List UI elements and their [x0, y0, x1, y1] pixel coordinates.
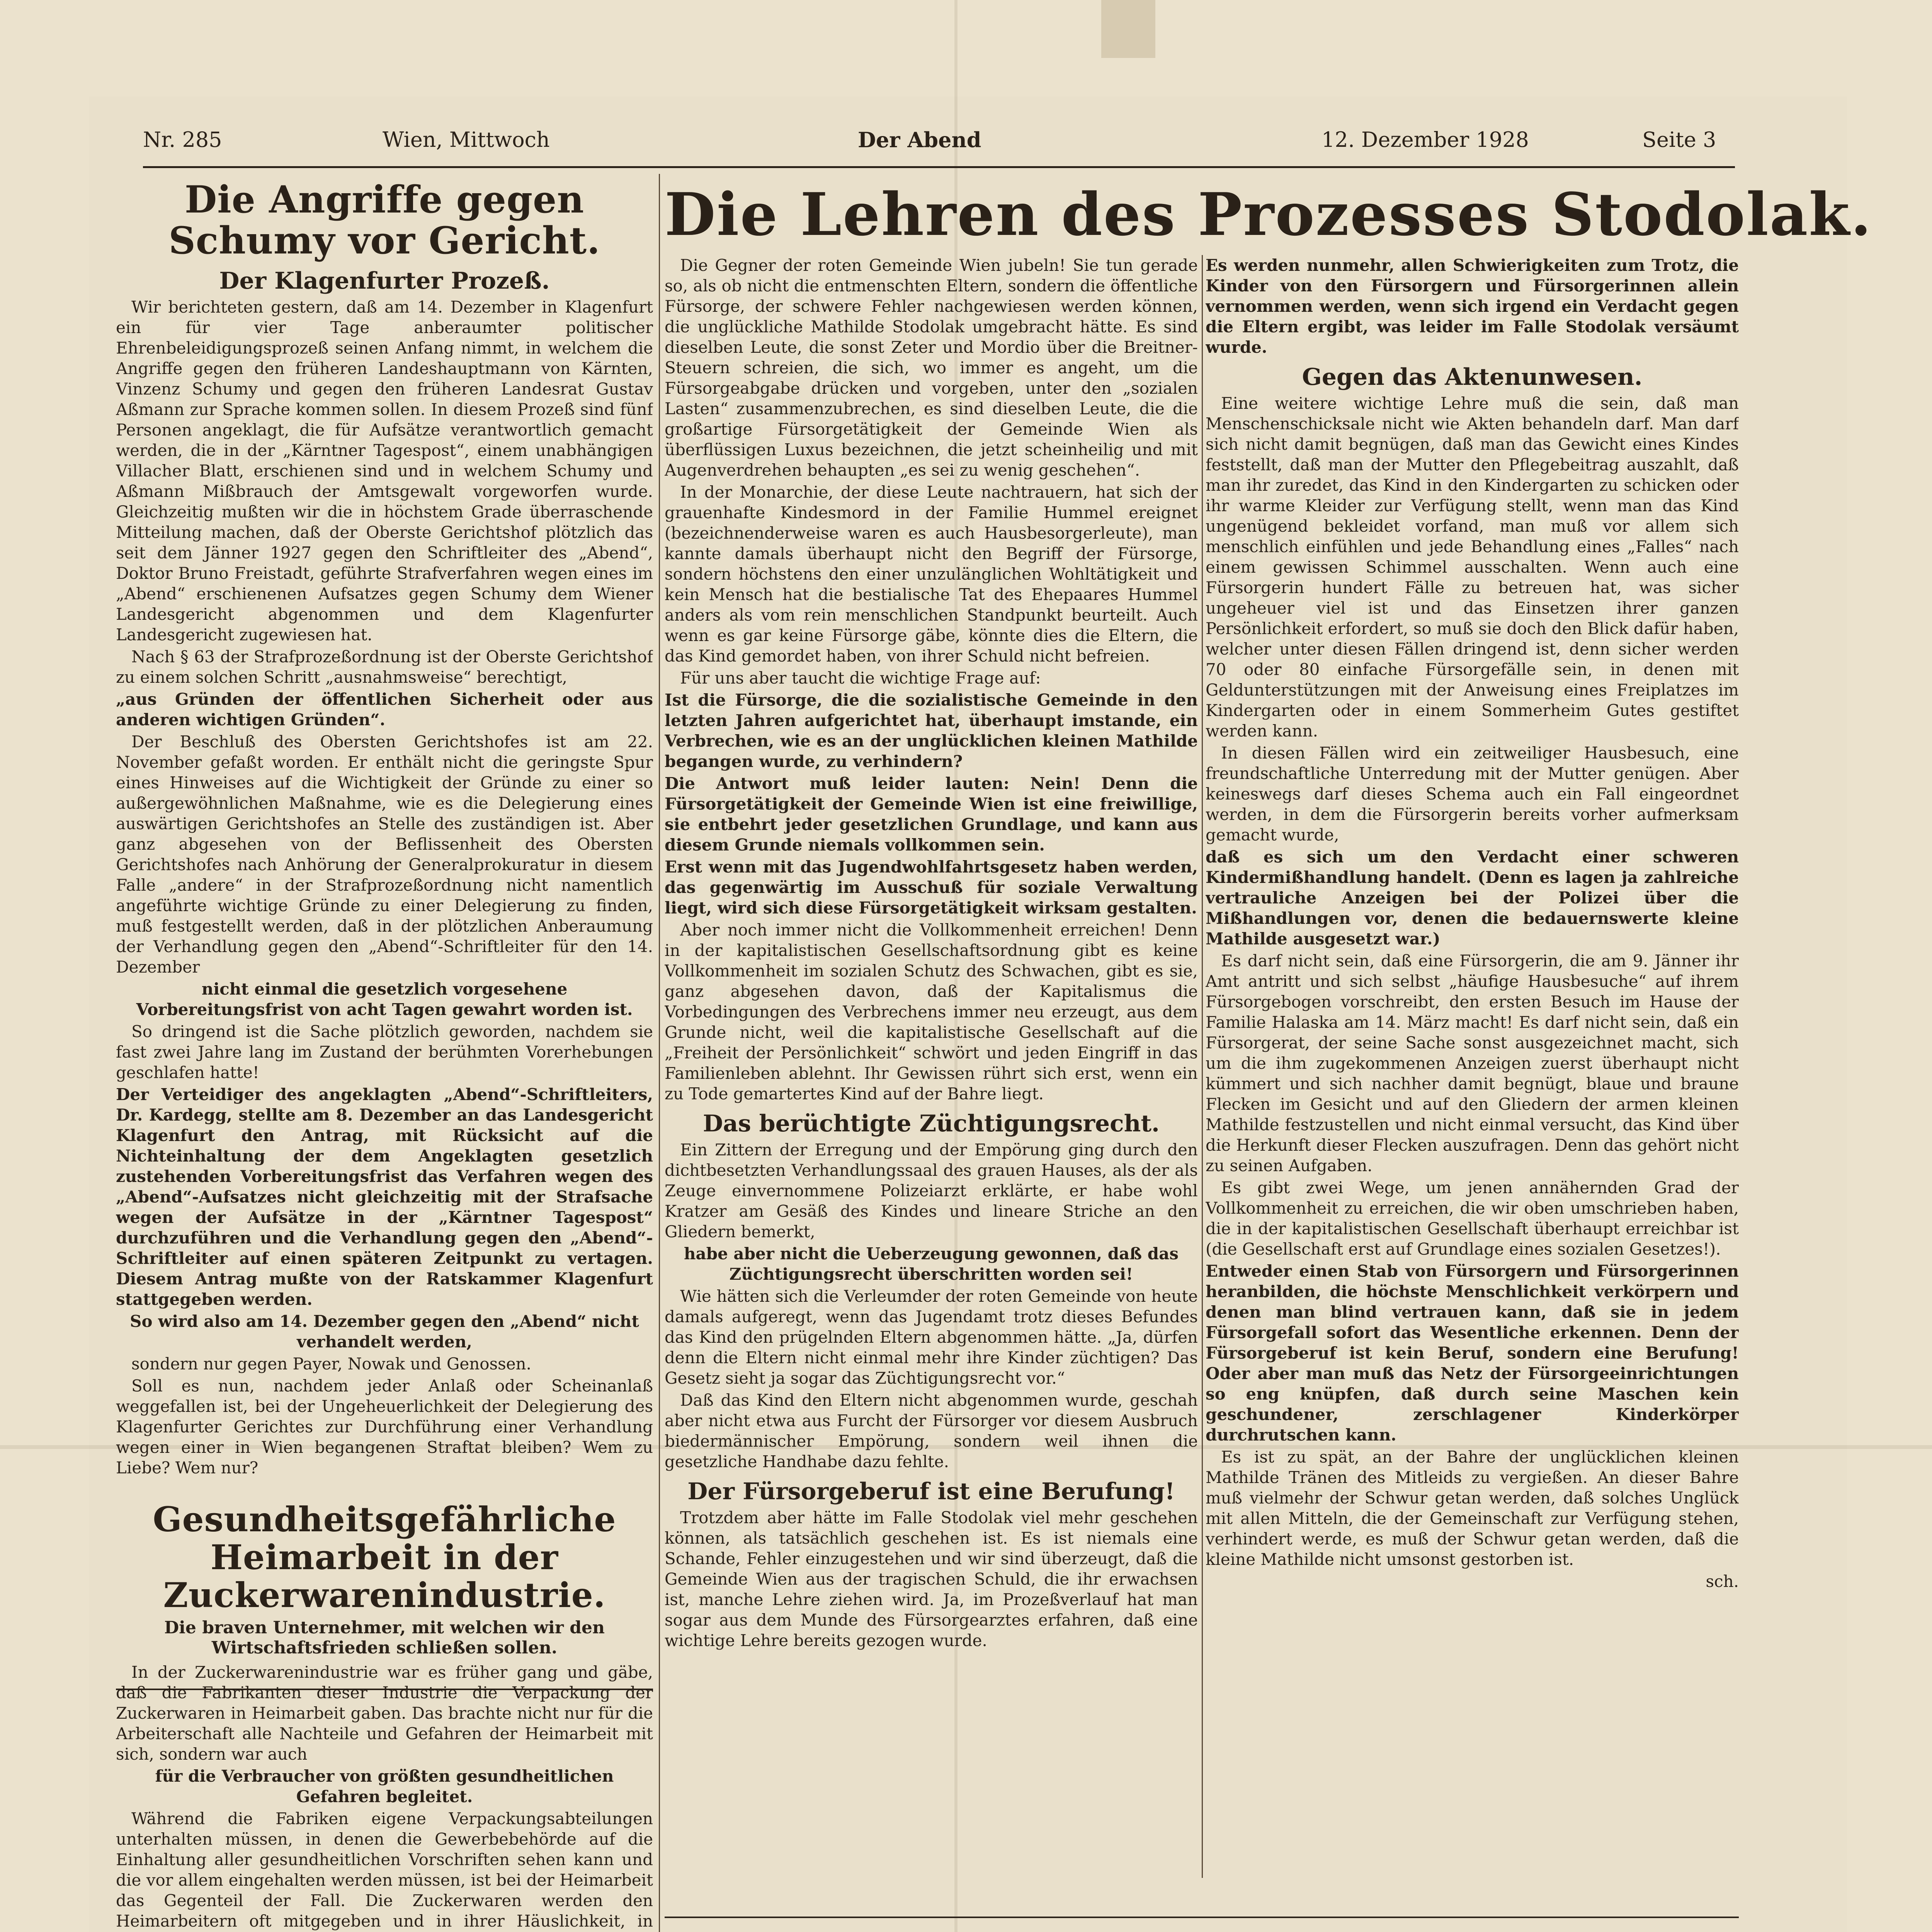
paragraph: Nach § 63 der Strafprozeßordnung ist der Oberste Gerichtshof zu einem solchen Schritt „ausnahmsweise“ berechtigt, [116, 647, 653, 687]
article-headline: Die Angriffe gegen Schumy vor Gericht. [168, 178, 600, 262]
paragraph: Trotzdem aber hätte im Falle Stodolak viel mehr geschehen können, als tatsächlich geschehen ist. Es ist niemals eine Schande, Fehler einzugestehen und wir sind überzeugt, daß die Gemeinde Wien aus der tragischen Schuld, die ihr erwachsen ist, manche Lehre ziehen wird. Ja, im Prozeßverlauf hat man sogar aus dem Munde des Fürsorgearztes erfahren, daß eine wichtige Lehre bereits gezogen wurde. [665, 1508, 1198, 1650]
issue-date: 12. Dezember 1928 [1321, 128, 1529, 152]
paragraph-emphasis: Erst wenn mit das Jugendwohlfahrtsgesetz haben werden, das gegenwärtig im Ausschuß für soziale Verwaltung liegt, wird sich diese Fürsorgetätigkeit wirksam gestalten. [665, 857, 1198, 917]
paragraph: sondern nur gegen Payer, Nowak und Genossen. [131, 1354, 531, 1373]
paragraph: In der Zuckerwarenindustrie war es früher gang und gäbe, daß die Fabrikanten dieser Industrie die Verpackung der Zuckerwaren in Heimarbeit gaben. Das brachte nicht nur für die Arbeiterschaft alle Nachteile und Gefahren der Heimarbeit mit sich, sondern war auch [116, 1663, 653, 1764]
article-heimarbeit [116, 1500, 653, 1932]
issue-number: Nr. 285 [143, 128, 222, 152]
paragraph: Wie hätten sich die Verleumder der roten Gemeinde von heute damals aufgeregt, wenn das Jugendamt trotz dieses Befundes das Kind den prügelnden Eltern abgenommen hätte. „Ja, dürfen denn die Eltern nicht einmal mehr ihre Kinder züchtigen? Das Gesetz sieht ja sogar das Züchtigungsrecht vor.“ [665, 1287, 1198, 1388]
paragraph: In der Monarchie, der diese Leute nachtrauern, hat sich der grauenhafte Kindesmord in der Familie Hummel ereignet (bezeichnenderweise waren es auch Hausbesorgerleute), man kannte damals überhaupt nicht den Begriff der Fürsorge, sondern höchstens den einer unzulänglichen Wohltätigkeit und kein Mensch hat die bestialische Tat des Ehepaares Hummel anders als vom rein menschlichen Standpunkt beurteilt. Auch wenn es gar keine Fürsorge gäbe, könnte dies die Eltern, die das Kind gemordet haben, von ihrer Schuld nicht befreien. [665, 483, 1198, 665]
paragraph: Es darf nicht sein, daß eine Fürsorgerin, die am 9. Jänner ihr Amt antritt und sich selbst „häufige Hausbesuche“ auf ihrem Fürsorgebogen vorschreibt, den ersten Besuch im Hause der Familie Halaska am 14. März macht! Es darf nicht sein, daß ein Fürsorgerat, der seine Sache sonst ausgezeichnet macht, sich um die ihm zugekommenen Anzeigen zuerst überhaupt nicht kümmert und sich nachher damit begnügt, blaue und braune Flecken im Gesicht und auf den Gliedern der armen kleinen Mathilde festzustellen und nicht einmal versucht, das Kind über die Herkunft dieser Flecken auszufragen. Denn das gehört nicht zu seinen Aufgaben. [1206, 951, 1739, 1175]
column-3 [1206, 255, 1739, 1909]
paragraph: Während die Fabriken eigene Verpackungsabteilungen unterhalten müssen, in denen die Gewerbebehörde auf die Einhaltung aller gesundheitlichen Vorschriften sehen kann und die vor allem eingehalten werden müssen, ist bei der Heimarbeit das Gegenteil der Fall. Die Zuckerwaren werden den Heimarbeitern oft mitgegeben und in ihrer Häuslichkeit, in [116, 1809, 653, 1930]
column-divider [659, 174, 660, 1932]
column-1 [116, 174, 653, 1932]
paragraph: Daß das Kind den Eltern nicht abgenommen wurde, geschah aber nicht etwa aus Furcht der Fürsorger vor diesem Ausbruch biedermännischer Empörung, sondern weil ihnen die gesetzliche Handhabe dazu fehlte. [665, 1391, 1198, 1471]
paragraph: Ein Zittern der Erregung und der Empörung ging durch den dichtbesetzten Verhandlungssaal des grauen Hauses, als der als Zeuge einvernommene Polizeiarzt erklärte, er habe wohl Kratzer am Gesäß des Kindes und lineare Striche an den Gliedern bemerkt, [665, 1140, 1198, 1241]
paragraph-emphasis: nicht einmal die gesetzlich vorgesehene Vorbereitungsfrist von acht Tagen gewahrt worden ist. [136, 980, 633, 1019]
page-number: Seite 3 [1642, 128, 1716, 152]
place-and-day: Wien, Mittwoch [383, 128, 550, 152]
paragraph-emphasis: So wird also am 14. Dezember gegen den „Abend“ nicht verhandelt werden, [130, 1312, 639, 1351]
paragraph-emphasis: habe aber nicht die Ueberzeugung gewonnen, daß das Züchtigungsrecht überschritten worden sei! [684, 1244, 1179, 1284]
paragraph: Aber noch immer nicht die Vollkommenheit erreichen! Denn in der kapitalistischen Gesellschaftsordnung gibt es keine Vollkommenheit im sozialen Schutz des Schwachen, gibt es sie, ganz abgesehen davon, daß der Kapitalismus die Vorbedingungen des Verbrechens immer neu erzeugt, aus dem Grunde nicht, weil die kapitalistische Gesellschaft auf die „Freiheit der Persönlichkeit“ schwört und jeden Eingriff in das Familienleben ablehnt. Ihr Gewissen rührt sich erst, wenn ein zu Tode gemartertes Kind auf der Bahre liegt. [665, 920, 1198, 1103]
paragraph-emphasis: für die Verbraucher von größten gesundheitlichen Gefahren begleitet. [155, 1767, 614, 1806]
torn-paper-edge [1101, 0, 1155, 58]
section-divider [665, 1917, 1739, 1918]
paragraph: In diesen Fällen wird ein zeitweiliger Hausbesuch, eine freundschaftliche Unterredung mit der Mutter genügen. Aber keineswegs darf dieses Schema auch ein Fall eingeordnet werden, in dem die Fürsorgerin bereits vorher aufmerksam gemacht wurde, [1206, 743, 1739, 844]
paragraph: Der Beschluß des Obersten Gerichtshofes ist am 22. November gefaßt worden. Er enthält nicht die geringste Spur eines Hinweises auf die Wichtigkeit der Gründe zu einer so außergewöhnlichen Maßnahme, wie es die Delegierung eines auswärtigen Gerichtshofes an Stelle des zuständigen ist. Aber ganz abgesehen von der Beflissenheit des Obersten Gerichtshofes nach Anhörung der Generalprokuratur in diesem Falle „andere“ in der Strafprozeßordnung nicht namentlich angeführte wichtige Gründe zu einer Delegierung zu finden, muß festgestellt werden, daß in der plötzlichen Anberaumung der Verhandlung gegen den „Abend“-Schriftleiter für den 14. Dezember [116, 732, 653, 976]
paragraph-emphasis: Entweder einen Stab von Fürsorgern und Fürsorgerinnen heranbilden, die höchste Menschlichkeit verkörpern und denen man blind vertrauen kann, daß sie in jedem Fürsorgefall sofort das Wesentliche erkennen. Denn der Fürsorgeberuf ist kein Beruf, sondern eine Berufung! Oder aber man muß das Netz der Fürsorgeeinrichtungen so eng knüpfen, daß durch seine Maschen kein geschundener, zerschlagener Kinderkörper durchrutschen kann. [1206, 1262, 1739, 1444]
paragraph-emphasis: Ist die Fürsorge, die die sozialistische Gemeinde in den letzten Jahren aufgerichtet hat, überhaupt imstande, ein Verbrechen, wie es an der unglücklichen kleinen Mathilde begangen wurde, zu verhindern? [665, 690, 1198, 771]
main-headline: Die Lehren des Prozesses Stodolak. [665, 180, 1872, 249]
article-headline: Gesundheitsgefährliche Heimarbeit in der Zuckerwarenindustrie. [153, 1499, 616, 1615]
paragraph: Die Gegner der roten Gemeinde Wien jubeln! Sie tun gerade so, als ob nicht die entmenschten Eltern, sondern die öffentliche Fürsorge, der schwere Fehler nachgewiesen werden können, die unglückliche Mathilde Stodolak umgebracht hätte. Es sind dieselben Leute, die sonst Zeter und Mordio über die Breitner-Steuern schreien, die sich, wo immer es angeht, um die Fürsorgeabgabe drücken und vorgeben, unter den „sozialen Lasten“ zusammenzubrechen, es sind dieselben Leute, die die großartige Fürsorgetätigkeit der Gemeinde Wien als überflüssigen Luxus bezeichnen, die jetzt scheinheilig und mit Augenverdrehen behaupten „es sei zu wenig geschehen“. [665, 256, 1198, 480]
paragraph: Wir berichteten gestern, daß am 14. Dezember in Klagenfurt ein für vier Tage anberaumter politischer Ehrenbeleidigungsprozeß seinen Anfang nimmt, in welchem die Angriffe gegen den früheren Landeshauptmann von Kärnten, Vinzenz Schumy und gegen den früheren Landesrat Gustav Aßmann zur Sprache kommen sollen. In diesem Prozeß sind fünf Personen angeklagt, die für Aufsätze verantwortlich gemacht werden, die in der „Kärntner Tagespost“, einem unabhängigen Villacher Blatt, erschienen sind und in welchem Schumy und Aßmann Mißbrauch der Amtsgewalt vorgeworfen wurde. Gleichzeitig mußten wir die in höchstem Grade überraschende Mitteilung machen, daß der Oberste Gerichtshof plötzlich das seit dem Jänner 1927 gegen den Schriftleiter des „Abend“, Doktor Bruno Freistadt, geführte Strafverfahren wegen eines im „Abend“ erschienenen Aufsatzes gegen Schumy dem Wiener Landesgericht abgenommen und dem Klagenfurter Landesgericht zugewiesen hat. [116, 298, 653, 644]
paragraph-emphasis: Es werden nunmehr, allen Schwierigkeiten zum Trotz, die Kinder von den Fürsorgern und Fürsorgerinnen allein vernommen werden, wenn sich irgend ein Verdacht gegen die Eltern ergibt, was leider im Falle Stodolak versäumt wurde. [1206, 256, 1739, 357]
paragraph: Es gibt zwei Wege, um jenen annähernden Grad der Vollkommenheit zu erreichen, die wir oben umschrieben haben, die in der kapitalistischen Gesellschaft überhaupt erreichbar ist (die Gesellschaft erst auf Grundlage eines sozialen Gesetzes!). [1206, 1178, 1739, 1259]
paragraph-emphasis: Die Antwort muß leider lauten: Nein! Denn die Fürsorgetätigkeit der Gemeinde Wien ist eine freiwillige, sie entbehrt jeder gesetzlichen Grundlage, und kann aus diesem Grunde niemals vollkommen sein. [665, 774, 1198, 854]
section-heading: Gegen das Aktenunwesen. [1302, 364, 1643, 391]
column-divider [1202, 255, 1203, 1878]
paragraph: Soll es nun, nachdem jeder Anlaß oder Scheinanlaß weggefallen ist, bei der Ungeheuerlichkeit der Delegierung des Klagenfurter Gerichtes zur Durchführung einer Verhandlung wegen einer in Wien begangenen Straftat bleiben? Wem zu Liebe? Wem nur? [116, 1376, 653, 1477]
paragraph: Für uns aber taucht die wichtige Frage auf: [680, 668, 1041, 687]
paragraph: So dringend ist die Sache plötzlich geworden, nachdem sie fast zwei Jahre lang im Zustand der berühmten Vorerhebungen geschlafen hatte! [116, 1022, 653, 1082]
section-heading: Das berüchtigte Züchtigungsrecht. [703, 1110, 1160, 1137]
article-subheadline: Die braven Unternehmer, mit welchen wir den Wirtschaftsfrieden schließen sollen. [164, 1618, 605, 1658]
article-schumy [116, 179, 653, 1478]
paragraph-emphasis: Der Verteidiger des angeklagten „Abend“-Schriftleiters, Dr. Kardegg, stellte am 8. Dezember an das Landesgericht Klagenfurt den Antrag, mit Rücksicht auf die Nichteinhaltung der dem Angeklagten gesetzlich zustehenden Vorbereitungsfrist das Verfahren wegen des „Abend“-Aufsatzes nicht gleichzeitig mit der Strafsache wegen der Aufsätze in der „Kärntner Tagespost“ durchzuführen und die Verhandlung gegen den „Abend“-Schriftleiter auf einen späteren Zeitpunkt zu vertagen. Diesem Antrag mußte von der Ratskammer Klagenfurt stattgegeben werden. [116, 1085, 653, 1309]
paragraph: Eine weitere wichtige Lehre muß die sein, daß man Menschenschicksale nicht wie Akten behandeln darf. Man darf sich nicht damit begnügen, daß man das Gewicht eines Kindes feststellt, daß man der Mutter den Pflegebeitrag auszahlt, daß man ihr zuredet, das Kind in den Kindergarten zu schicken oder ihr warme Kleider zur Verfügung stellt, wenn man das Kind ungenügend bekleidet vorfand, man muß vor allem sich menschlich einfühlen und jede Behandlung eines „Falles“ nach einem gewissen Schimmel ausschalten. Wenn auch eine Fürsorgerin hundert Fälle zu betreuen hat, was sicher ungeheuer viel ist und das Einsetzen ihrer ganzen Persönlichkeit erfordert, so muß sie doch den Blick dafür haben, welcher unter diesen Fällen dringend ist, denn sicher werden 70 oder 80 einfache Fürsorgefälle sein, in denen mit Geldunterstützungen mit der Anweisung eines Freiplatzes im Kindergarten oder in einem Sommerheim Gutes gestiftet werden kann. [1206, 394, 1739, 740]
page-header [143, 128, 1735, 162]
newspaper-name: Der Abend [858, 128, 981, 152]
paragraph-emphasis: „aus Gründen der öffentlichen Sicherheit oder aus anderen wichtigen Gründen“. [116, 690, 653, 729]
header-rule [143, 166, 1735, 168]
article-subheadline: Der Klagenfurter Prozeß. [219, 267, 550, 294]
paragraph: Es ist zu spät, an der Bahre der unglücklichen kleinen Mathilde Tränen des Mitleids zu vergießen. An dieser Bahre muß vielmehr der Schwur getan werden, daß solches Unglück mit allen Mitteln, die der Gemeinschaft zur Verfügung stehen, verhindert werde, es muß der Schwur getan werden, daß die kleine Mathilde nicht umsonst gestorben ist. [1206, 1447, 1739, 1569]
paragraph-emphasis: daß es sich um den Verdacht einer schweren Kindermißhandlung handelt. (Denn es lagen ja zahlreiche vertrauliche Anzeigen bei der Polizei über die Mißhandlungen vor, denen die bedauernswerte kleine Mathilde ausgesetzt war.) [1206, 847, 1739, 948]
section-heading: Der Fürsorgeberuf ist eine Berufung! [687, 1478, 1175, 1505]
author-signature: sch. [1706, 1572, 1739, 1591]
column-2 [665, 255, 1198, 1909]
